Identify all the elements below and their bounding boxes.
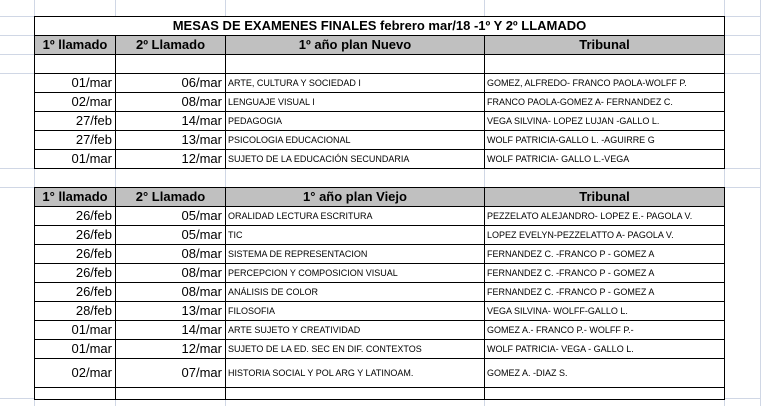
second-call-date[interactable]: 12/mar (115, 149, 226, 169)
tribunal-cell[interactable]: LOPEZ EVELYN-PEZZELATTO A- PAGOLA V. (484, 225, 725, 245)
first-call-date[interactable]: 01/mar (34, 320, 116, 340)
second-call-date[interactable]: 12/mar (115, 339, 226, 359)
subject-cell[interactable]: ANÁLISIS DE COLOR (225, 282, 485, 302)
sheet-title[interactable]: MESAS DE EXAMENES FINALES febrero mar/18 -1º Y 2º LLAMADO (34, 16, 725, 36)
tribunal-cell[interactable]: GOMEZ A.- FRANCO P.- WOLFF P.- (484, 320, 725, 340)
second-call-date[interactable]: 08/mar (115, 263, 226, 283)
empty-cell[interactable] (225, 54, 485, 74)
first-call-date[interactable]: 28/feb (34, 301, 116, 321)
subject-cell[interactable]: PERCEPCION Y COMPOSICION VISUAL (225, 263, 485, 283)
first-call-date[interactable]: 26/feb (34, 244, 116, 264)
first-call-date[interactable]: 02/mar (34, 92, 116, 112)
second-call-date[interactable]: 05/mar (115, 225, 226, 245)
subject-cell[interactable]: PSICOLOGIA EDUCACIONAL (225, 130, 485, 150)
tribunal-cell[interactable]: WOLF PATRICIA- VEGA - GALLO L. (484, 339, 725, 359)
subject-cell[interactable]: SUJETO DE LA EDUCACIÓN SECUNDARIA (225, 149, 485, 169)
tribunal-cell[interactable]: FRANCO PAOLA-GOMEZ A- FERNANDEZ C. (484, 92, 725, 112)
first-call-date[interactable]: 26/feb (34, 282, 116, 302)
subject-cell[interactable]: SUJETO DE LA ED. SEC EN DIF. CONTEXTOS (225, 339, 485, 359)
first-call-date[interactable]: 26/feb (34, 263, 116, 283)
first-call-date[interactable]: 27/feb (34, 130, 116, 150)
subject-cell[interactable]: PEDAGOGIA (225, 111, 485, 131)
header-subject[interactable]: 1º año plan Nuevo (225, 35, 485, 55)
tribunal-cell[interactable]: VEGA SILVINA- LOPEZ LUJAN -GALLO L. (484, 111, 725, 131)
second-call-date[interactable]: 05/mar (115, 206, 226, 226)
tribunal-cell[interactable]: VEGA SILVINA- WOLFF-GALLO L. (484, 301, 725, 321)
first-call-date[interactable]: 01/mar (34, 73, 116, 93)
empty-cell[interactable] (484, 387, 725, 400)
tribunal-cell[interactable]: FERNANDEZ C. -FRANCO P - GOMEZ A (484, 282, 725, 302)
empty-cell[interactable] (484, 54, 725, 74)
subject-cell[interactable]: ORALIDAD LECTURA ESCRITURA (225, 206, 485, 226)
subject-cell[interactable]: LENGUAJE VISUAL I (225, 92, 485, 112)
second-call-date[interactable]: 14/mar (115, 111, 226, 131)
second-call-date[interactable]: 08/mar (115, 92, 226, 112)
second-call-date[interactable]: 08/mar (115, 244, 226, 264)
header-tribunal[interactable]: Tribunal (484, 35, 725, 55)
empty-cell[interactable] (225, 387, 485, 400)
first-call-date[interactable]: 26/feb (34, 225, 116, 245)
tribunal-cell[interactable]: PEZZELATO ALEJANDRO- LOPEZ E.- PAGOLA V. (484, 206, 725, 226)
first-call-date[interactable]: 27/feb (34, 111, 116, 131)
header-first-call[interactable]: 1° llamado (34, 187, 116, 207)
first-call-date[interactable]: 01/mar (34, 149, 116, 169)
tribunal-cell[interactable]: FERNANDEZ C. -FRANCO P - GOMEZ A (484, 263, 725, 283)
header-second-call[interactable]: 2° Llamado (115, 187, 226, 207)
subject-cell[interactable]: ARTE, CULTURA Y SOCIEDAD I (225, 73, 485, 93)
tribunal-cell[interactable]: FERNANDEZ C. -FRANCO P - GOMEZ A (484, 244, 725, 264)
first-call-date[interactable]: 26/feb (34, 206, 116, 226)
subject-cell[interactable]: FILOSOFIA (225, 301, 485, 321)
empty-cell[interactable] (115, 387, 226, 400)
second-call-date[interactable]: 06/mar (115, 73, 226, 93)
empty-cell[interactable] (115, 54, 226, 74)
header-first-call[interactable]: 1º llamado (34, 35, 116, 55)
header-tribunal[interactable]: Tribunal (484, 187, 725, 207)
header-subject[interactable]: 1° año plan Viejo (225, 187, 485, 207)
second-call-date[interactable]: 13/mar (115, 301, 226, 321)
first-call-date[interactable]: 01/mar (34, 339, 116, 359)
tribunal-cell[interactable]: GOMEZ A. -DIAZ S. (484, 358, 725, 388)
empty-cell[interactable] (34, 387, 116, 400)
second-call-date[interactable]: 13/mar (115, 130, 226, 150)
tribunal-cell[interactable]: WOLF PATRICIA-GALLO L. -AGUIRRE G (484, 130, 725, 150)
subject-cell[interactable]: TIC (225, 225, 485, 245)
second-call-date[interactable]: 08/mar (115, 282, 226, 302)
tribunal-cell[interactable]: WOLF PATRICIA- GALLO L.-VEGA (484, 149, 725, 169)
subject-cell[interactable]: ARTE SUJETO Y CREATIVIDAD (225, 320, 485, 340)
second-call-date[interactable]: 07/mar (115, 358, 226, 388)
second-call-date[interactable]: 14/mar (115, 320, 226, 340)
empty-cell[interactable] (34, 54, 116, 74)
tribunal-cell[interactable]: GOMEZ, ALFREDO- FRANCO PAOLA-WOLFF P. (484, 73, 725, 93)
subject-cell[interactable]: HISTORIA SOCIAL Y POL ARG Y LATINOAM. (225, 358, 485, 388)
header-second-call[interactable]: 2º Llamado (115, 35, 226, 55)
first-call-date[interactable]: 02/mar (34, 358, 116, 388)
subject-cell[interactable]: SISTEMA DE REPRESENTACION (225, 244, 485, 264)
